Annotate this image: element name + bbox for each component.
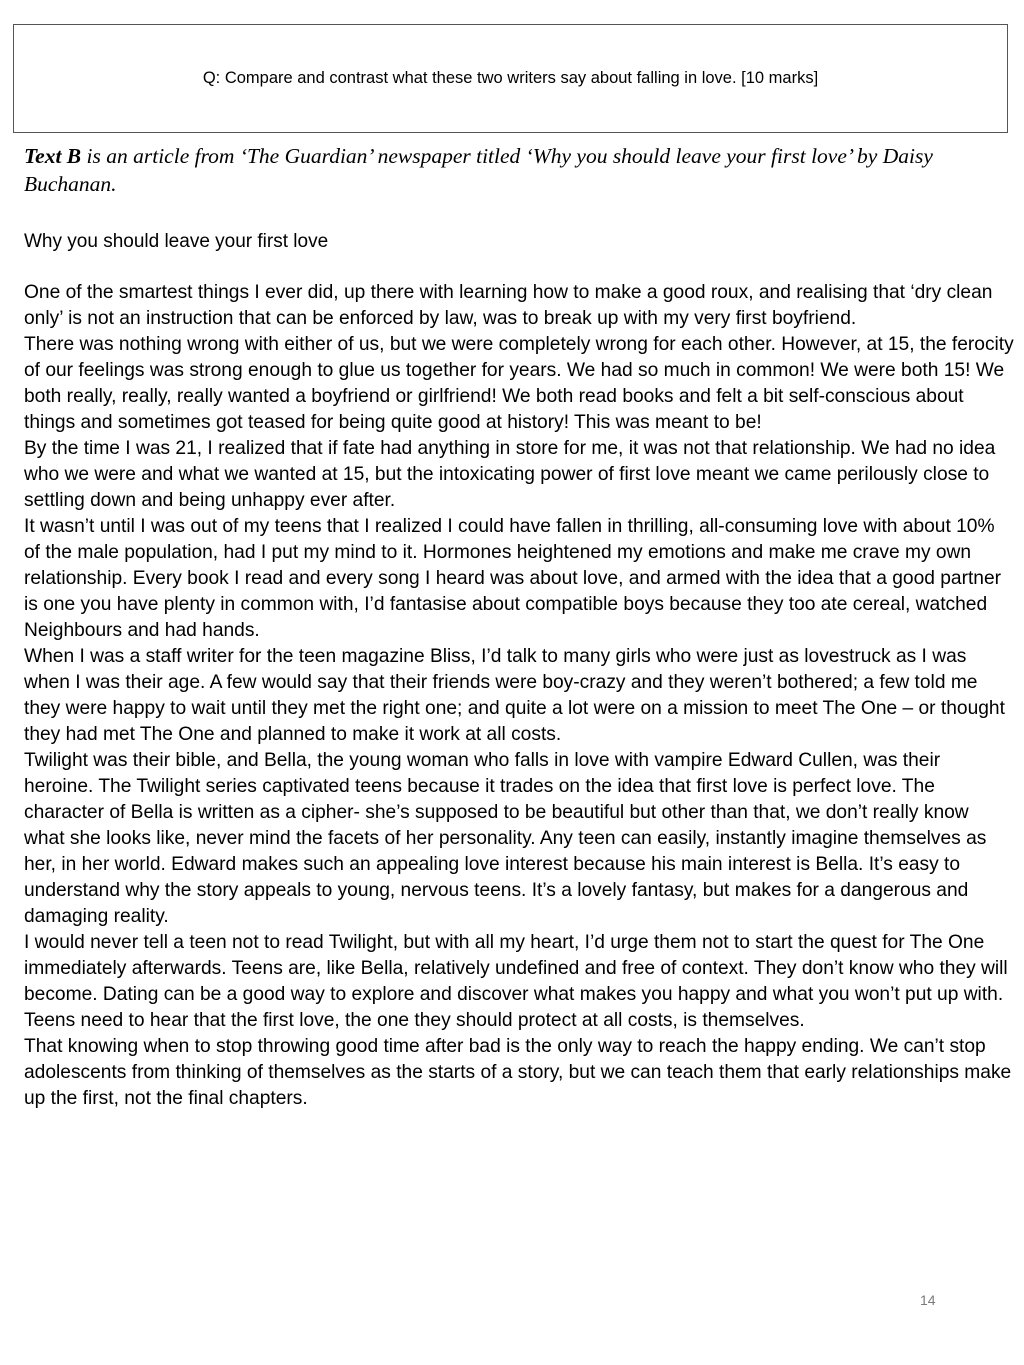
page-number: 14 — [920, 1292, 936, 1308]
article-paragraph: Twilight was their bible, and Bella, the young woman who falls in love with vampire Edward Cullen, was their heroine. The Twilight series captivated teens because it trades on the idea that first love is perfect love. The character of Bella is written as a cipher- she’s supposed to be beautiful but other than that, we don’t really know what she looks like, never mind the facets of her personality. Any teen can easily, instantly imagine themselves as her, in her world. Edward makes such an appealing love interest because his main interest is Bella. It’s easy to understand why the story appeals to young, nervous teens. It’s a lovely fantasy, but makes for a dangerous and damaging reality. — [24, 750, 987, 927]
article-body — [24, 280, 1014, 1112]
text-b-description: is an article from ‘The Guardian’ newspaper titled ‘Why you should leave your first love’ by Daisy Buchanan. — [24, 144, 933, 196]
article-paragraph: Teens need to hear that the first love, the one they should protect at all costs, is themselves. — [24, 1010, 805, 1031]
article-paragraph: When I was a staff writer for the teen magazine Bliss, I’d talk to many girls who were just as lovestruck as I was when I was their age. A few would say that their friends were boy-crazy and they weren’t bothered; a few told me they were happy to wait until they met the right one; and quite a lot were on a mission to meet The One – or thought they had met The One and planned to make it work at all costs. — [24, 646, 1005, 745]
article-paragraph: It wasn’t until I was out of my teens that I realized I could have fallen in thrilling, all-consuming love with about 10% of the male population, had I put my mind to it. Hormones heightened my emotions and make me crave my own relationship. Every book I read and every song I heard was about love, and armed with the idea that a good partner is one you have plenty in common with, I’d fantasise about compatible boys because they too ate cereal, watched Neighbours and had hands. — [24, 516, 1002, 641]
article-paragraph: I would never tell a teen not to read Twilight, but with all my heart, I’d urge them not to start the quest for The One immediately afterwards. Teens are, like Bella, relatively undefined and free of context. They don’t know who they will become. Dating can be a good way to explore and discover what makes you happy and what you won’t put up with. — [24, 932, 1008, 1005]
question-box — [13, 24, 1008, 133]
article-paragraph: There was nothing wrong with either of us, but we were completely wrong for each other. However, at 15, the ferocity of our feelings was strong enough to glue us together for years. We had so much in common! We were both 15! We both really, really, really wanted a boyfriend or girlfriend! We both read books and felt a bit self-conscious about things and sometimes got teased for being quite good at history! This was meant to be! — [24, 334, 1014, 433]
text-b-introduction — [24, 142, 999, 198]
article-paragraph: One of the smartest things I ever did, up there with learning how to make a good roux, and realising that ‘dry clean only’ is not an instruction that can be enforced by law, was to break up with my very first boyfriend. — [24, 282, 993, 329]
article-paragraph: That knowing when to stop throwing good time after bad is the only way to reach the happy ending. We can’t stop adolescents from thinking of themselves as the starts of a story, but we can teach them that early relationships make up the first, not the final chapters. — [24, 1036, 1012, 1109]
question-text: Q: Compare and contrast what these two writers say about falling in love. [10 marks] — [202, 69, 819, 87]
article-paragraph: By the time I was 21, I realized that if fate had anything in store for me, it was not that relationship. We had no idea who we were and what we wanted at 15, but the intoxicating power of first love meant we came perilously close to settling down and being unhappy ever after. — [24, 438, 996, 511]
text-b-label: Text B — [24, 144, 82, 168]
article-title: Why you should leave your first love — [24, 231, 329, 252]
